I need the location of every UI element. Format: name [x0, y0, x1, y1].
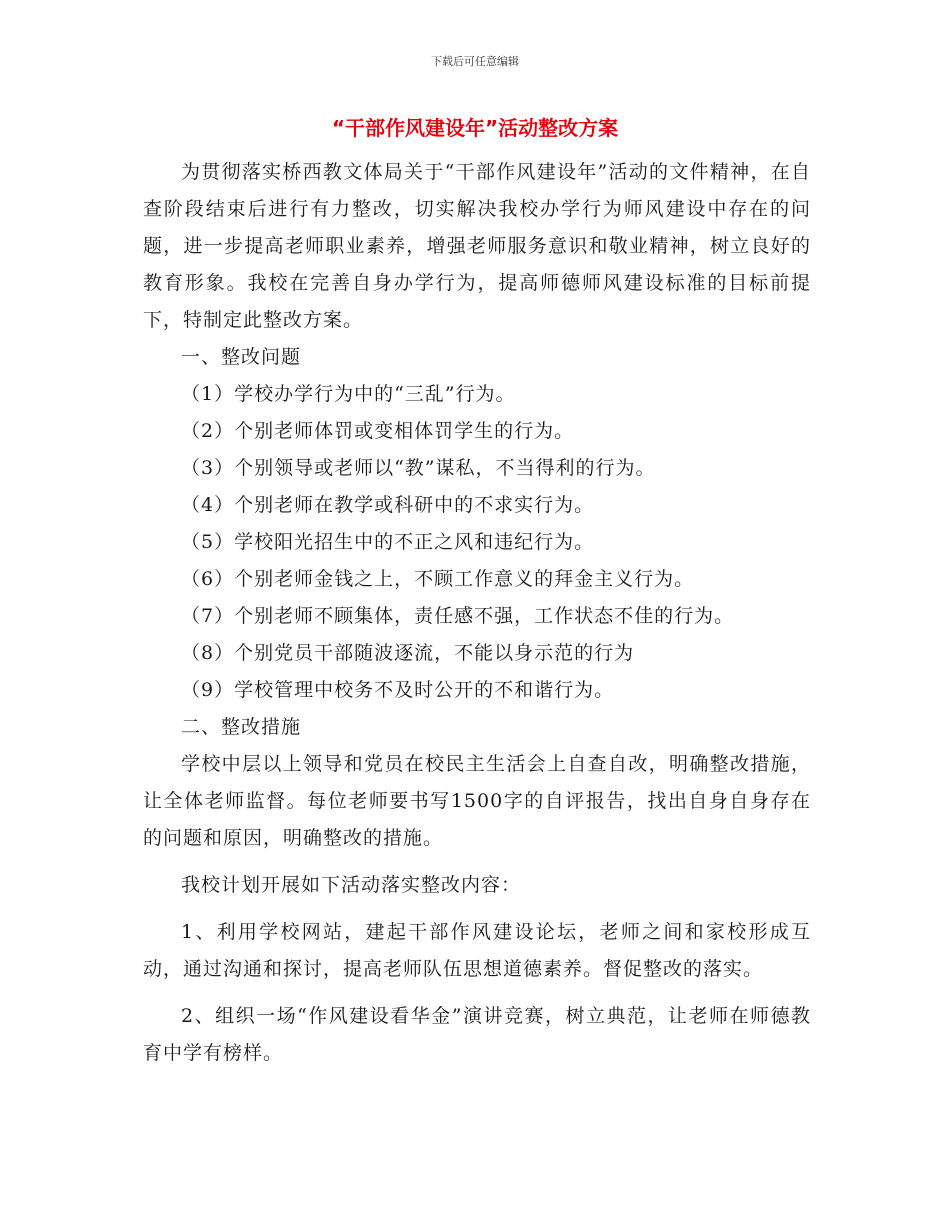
problem-item-7: （7）个别老师不顾集体，责任感不强，工作状态不佳的行为。 — [181, 605, 735, 627]
page-header-note: 下载后可任意编辑 — [431, 55, 519, 68]
measures-paragraph-1: 学校中层以上领导和党员在校民主生活会上自查自改，明确整改措施，让全体老师监督。每位老师要书写1500字的自评报告，找出自身自身存在的问题和原因，明确整改的措施。 — [143, 753, 811, 849]
measures-paragraph-4: 2、组织一场“作风建设看华金”演讲竞赛，树立典范，让老师在师德教育中学有榜样。 — [143, 1005, 811, 1064]
section-heading-measures: 二、整改措施 — [181, 716, 302, 738]
section-heading-problems: 一、整改问题 — [181, 346, 302, 368]
intro-paragraph: 为贯彻落实桥西教文体局关于“干部作风建设年”活动的文件精神，在自查阶段结束后进行有力整改，切实解决我校办学行为师风建设中存在的问题，进一步提高老师职业素养，增强老师服务意识和敬业精神，树立良好的教育形象。我校在完善自身办学行为，提高师德师风建设标准的目标前提下，特制定此整改方案。 — [143, 161, 811, 331]
measures-paragraph-3: 1、利用学校网站，建起干部作风建设论坛，老师之间和家校形成互动，通过沟通和探讨，提高老师队伍思想道德素养。督促整改的落实。 — [143, 921, 811, 980]
problem-item-9: （9）学校管理中校务不及时公开的不和谐行为。 — [181, 679, 615, 701]
problem-item-4: （4）个别老师在教学或科研中的不求实行为。 — [181, 494, 595, 516]
document-body — [143, 154, 811, 1072]
problem-item-8: （8）个别党员干部随波逐流，不能以身示范的行为 — [181, 642, 635, 664]
problem-item-5: （5）学校阳光招生中的不正之风和违纪行为。 — [181, 531, 595, 553]
measures-paragraph-2: 我校计划开展如下活动落实整改内容： — [181, 874, 522, 896]
problem-item-6: （6）个别老师金钱之上，不顾工作意义的拜金主义行为。 — [181, 568, 695, 590]
problem-item-3: （3）个别领导或老师以“教”谋私，不当得利的行为。 — [181, 457, 656, 479]
problem-item-1: （1）学校办学行为中的“三乱”行为。 — [181, 383, 516, 405]
document-title: “干部作风建设年”活动整改方案 — [331, 116, 619, 140]
problem-item-2: （2）个别老师体罚或变相体罚学生的行为。 — [181, 420, 575, 442]
